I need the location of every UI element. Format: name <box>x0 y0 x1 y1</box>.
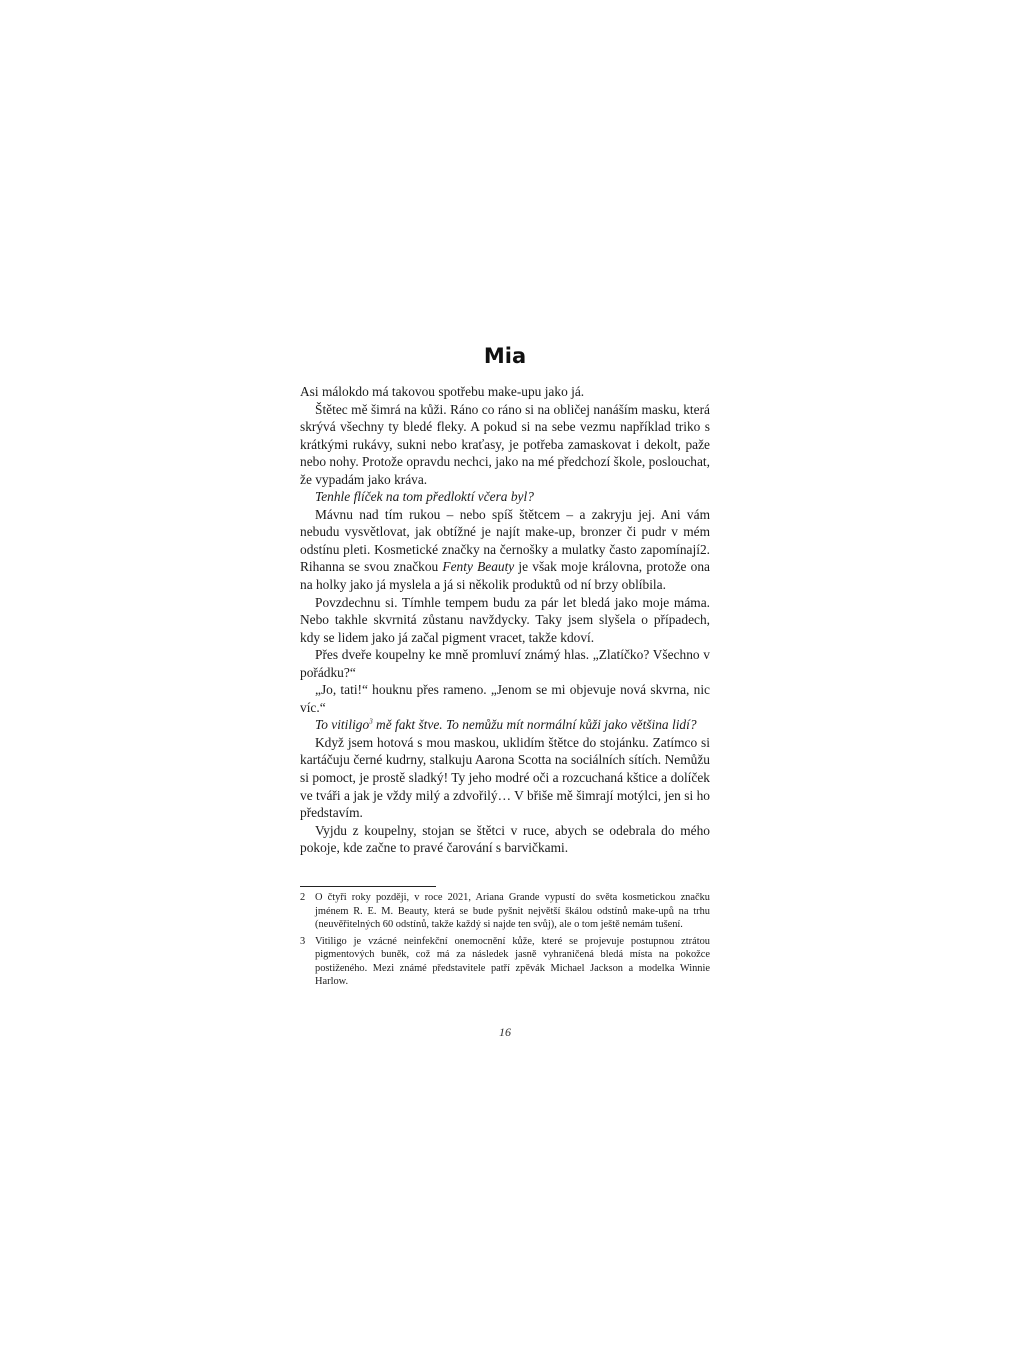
paragraph-part: mě fakt štve. To nemůžu mít normální kůži jako většina lidí? <box>372 717 697 733</box>
paragraph <box>300 488 710 506</box>
italic-thought: Tenhle flíček na tom předloktí včera byl? <box>315 489 534 505</box>
paragraph-part: Mávnu nad tím rukou – nebo spíš štětcem – a zakryju jej. Ani vám nebudu vysvětlovat, jak obtížné je najít make-up, bronzer či pudr v mém odstínu pleti. Kosmetické značky na černošky a mulatky často zapomínají2. Rihanna se svou značkou <box>300 506 710 575</box>
paragraph: Povzdechnu si. Tímhle tempem budu za pár let bledá jako moje máma. Nebo takhle skvrnitá zůstanu navždycky. Taky jsem slyšela o případech, kdy se lidem jako já začal pigment vracet, takže kdoví. <box>300 594 710 645</box>
italic-thought <box>315 717 697 732</box>
footnote-number: 2 <box>300 892 306 903</box>
footnote-text: O čtyři roky později, v roce 2021, Ariana Grande vypustí do světa kosmetickou značku jménem R. E. M. Beauty, která se bude pyšnit největší škálou odstínů make-upů na trhu (neuvěřitelných 60 odstínů, takže každý si najde ten svůj), ale o tom ještě nemám tušení. <box>315 892 710 930</box>
footnotes <box>300 891 710 992</box>
body-text <box>300 383 710 857</box>
paragraph-part: To vitiligo <box>315 717 370 733</box>
paragraph <box>300 716 710 734</box>
page-number: 16 <box>499 1025 511 1039</box>
paragraph: Když jsem hotová s mou maskou, uklidím štětce do stojánku. Zatímco si kartáčuju černé kudrny, stalkuju Aarona Scotta na sociálních sítích. Nemůžu si pomoct, je prostě sladký! Ty jeho modré oči a rozcuchaná kštice a dolíček ve tváři a jak je vždy milý a zdvořilý… V břiše mě šimrají motýlci, jen si ho představím. <box>300 734 710 821</box>
paragraph: Štětec mě šimrá na kůži. Ráno co ráno si na obličej nanáším masku, která skrývá všechny ty bledé fleky. A pokud si na sebe vezmu například triko s krátkými rukávy, sukni nebo kraťasy, je potřeba zamaskovat i dekolt, paže nebo nohy. Protože opravdu nechci, jako na mé předchozí škole, poslouchat, že vypadám jako kráva. <box>300 401 710 487</box>
paragraph: Vyjdu z koupelny, stojan se štětci v ruce, abych se odebrala do mého pokoje, kde začne to pravé čarování s barvičkami. <box>300 822 710 856</box>
paragraph: Asi málokdo má takovou spotřebu make-upu jako já. <box>300 384 585 399</box>
brand-name: Fenty Beauty <box>442 559 515 575</box>
paragraph: Přes dveře koupelny ke mně promluví známý hlas. „Zlatíčko? Všechno v pořádku?“ <box>300 647 710 680</box>
footnote-text: Vitiligo je vzácné neinfekční onemocnění kůže, které se projevuje postupnou ztrátou pigmentových buněk, což má za následek jasně vyhraničená bledá místa na pokožce postiženého. Mezi známé představitele patří zpěvák Michael Jackson a modelka Winnie Harlow. <box>315 935 710 987</box>
chapter-title: Mia <box>483 344 527 368</box>
paragraph-part: je však moje královna, protože ona na holky jako já myslela a já si několik produktů od ní brzy oblíbila. <box>300 559 710 593</box>
footnote <box>300 891 710 932</box>
footnote-number: 3 <box>300 935 306 947</box>
footnote <box>300 935 710 989</box>
footnote-divider <box>300 886 436 887</box>
footnote-reference: 3 <box>369 717 373 726</box>
paragraph <box>300 506 710 594</box>
paragraph: „Jo, tati!“ houknu přes rameno. „Jenom se mi objevuje nová skvrna, nic víc.“ <box>300 682 710 715</box>
